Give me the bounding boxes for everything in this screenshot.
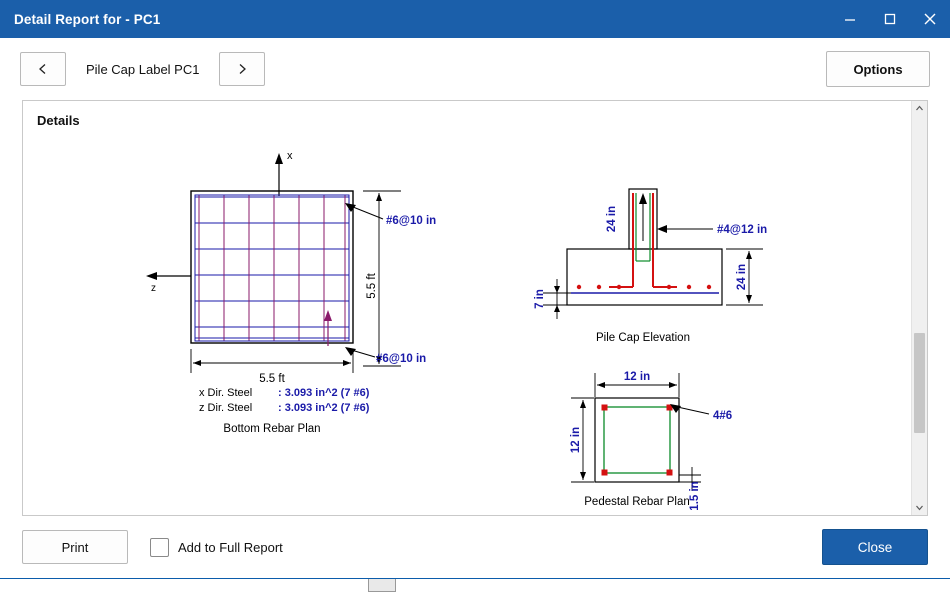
svg-text:7 in: 7 in [534, 289, 546, 309]
svg-text:#4@12 in: #4@12 in [717, 224, 768, 236]
report-drawing-canvas [23, 101, 925, 516]
minimize-icon[interactable] [830, 0, 870, 38]
svg-text:12 in: 12 in [570, 426, 582, 454]
svg-text:1.5 in: 1.5 in [689, 481, 701, 511]
scroll-up-icon[interactable] [912, 101, 927, 116]
options-button[interactable]: Options [826, 51, 930, 87]
svg-text:24 in: 24 in [736, 263, 748, 291]
dialog-titlebar [0, 0, 950, 38]
svg-text:12 in: 12 in [623, 371, 651, 383]
svg-text:5.5 ft: 5.5 ft [366, 273, 378, 299]
details-panel [22, 100, 928, 516]
details-heading: Details [37, 113, 80, 128]
scrollbar-thumb[interactable] [914, 333, 925, 433]
pile-cap-label: Pile Cap Label PC1 [86, 61, 200, 77]
close-icon[interactable] [910, 0, 950, 38]
svg-text:x Dir. Steel: x Dir. Steel [199, 387, 253, 399]
bottom-rebar-plan-drawing [146, 150, 436, 435]
svg-text:#6@10 in: #6@10 in [386, 215, 437, 227]
add-to-full-report-row[interactable] [150, 538, 283, 557]
svg-text:x: x [287, 150, 293, 162]
svg-text:4#6: 4#6 [713, 410, 733, 422]
pile-cap-elevation-drawing [534, 189, 767, 344]
maximize-icon[interactable] [870, 0, 910, 38]
svg-text:z Dir. Steel: z Dir. Steel [199, 402, 253, 414]
svg-text:Bottom Rebar Plan: Bottom Rebar Plan [223, 423, 321, 435]
svg-text:Pedestal Rebar Plan: Pedestal Rebar Plan [584, 496, 690, 508]
chevron-left-icon [37, 63, 49, 75]
svg-text:z: z [151, 283, 156, 294]
details-scrollbar[interactable] [911, 101, 927, 515]
close-button[interactable]: Close [822, 529, 928, 565]
add-to-full-report-label: Add to Full Report [178, 539, 283, 555]
svg-text:: 3.093 in^2 (7 #6): : 3.093 in^2 (7 #6) [278, 387, 370, 399]
print-button[interactable]: Print [22, 530, 128, 564]
next-button[interactable] [219, 52, 265, 86]
svg-text:Pile Cap Elevation: Pile Cap Elevation [596, 332, 690, 344]
dialog-footer [0, 516, 950, 578]
pedestal-rebar-plan-drawing [570, 371, 732, 511]
svg-text:5.5 ft: 5.5 ft [259, 373, 285, 385]
svg-text:24 in: 24 in [606, 205, 618, 233]
chevron-right-icon [236, 63, 248, 75]
dialog-toolbar [0, 38, 950, 100]
dialog-title: Detail Report for - PC1 [14, 11, 161, 27]
scroll-down-icon[interactable] [912, 500, 927, 515]
add-to-full-report-checkbox[interactable] [150, 538, 169, 557]
svg-text:: 3.093 in^2 (7 #6): : 3.093 in^2 (7 #6) [278, 402, 370, 414]
svg-text:#6@10 in: #6@10 in [376, 353, 427, 365]
previous-button[interactable] [20, 52, 66, 86]
